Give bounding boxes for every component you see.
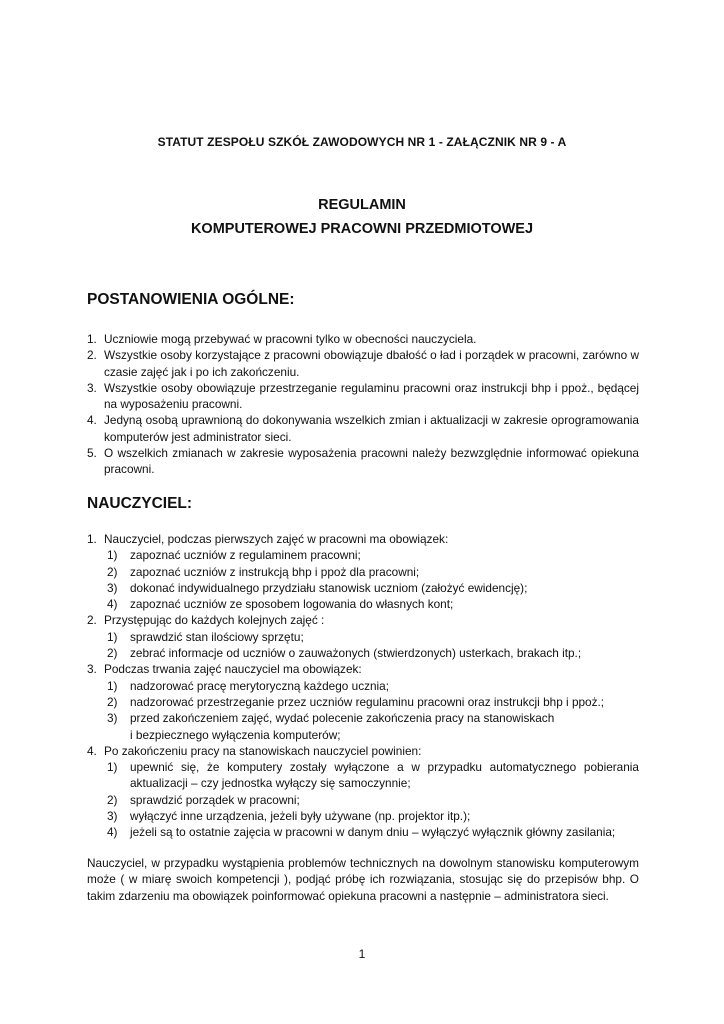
list-item-text: Uczniowie mogą przebywać w pracowni tylko w obecności nauczyciela.	[104, 332, 477, 346]
list-item	[87, 612, 639, 628]
sub-list-number: 3)	[107, 580, 118, 595]
sub-list-item	[87, 808, 639, 824]
sub-list-number: 1)	[107, 760, 118, 775]
sub-list-item	[87, 596, 639, 612]
list-item-number: 4.	[87, 743, 97, 758]
list-item-number: 2.	[87, 613, 97, 628]
sub-list-number: 4)	[107, 825, 118, 840]
general-provisions-heading: POSTANOWIENIA OGÓLNE:	[87, 291, 295, 308]
list-item	[87, 445, 639, 478]
list-item-text: Wszystkie osoby korzystające z pracowni obowiązuje dbałość o ład i porządek w pracowni, zarówno w czasie zajęć jak i po ich zakończeniu.	[104, 348, 639, 379]
teacher-paragraph: Nauczyciel, w przypadku wystąpienia problemów technicznych na dowolnym stanowisku komputerowym może ( w miarę swoich kompetencji ), podjąć próbę ich rozwiązania, stosując się do przepisów bhp. O takim zdarzeniu ma obowiązek poinformować opiekuna pracowni a następnie – administratora sieci.	[87, 856, 639, 903]
document-title: REGULAMIN	[318, 197, 406, 213]
list-item	[87, 380, 639, 413]
list-item-text: Nauczyciel, podczas pierwszych zajęć w pracowni ma obowiązek:	[104, 532, 449, 546]
list-item	[87, 412, 639, 445]
list-item-text: Wszystkie osoby obowiązuje przestrzeganie regulaminu pracowni oraz instrukcji bhp i ppoż., będącej na wyposażeniu pracowni.	[104, 380, 639, 412]
sub-list-item	[87, 792, 639, 808]
list-item	[87, 347, 639, 380]
statute-header: STATUT ZESPOŁU SZKÓŁ ZAWODOWYCH NR 1 - ZAŁĄCZNIK NR 9 - A	[157, 135, 567, 149]
general-provisions-list	[87, 331, 639, 478]
sub-list-number: 2)	[107, 694, 118, 709]
page-number: 1	[358, 947, 366, 961]
sub-list-number: 1)	[107, 678, 118, 693]
sub-list-container	[87, 547, 639, 612]
teacher-heading: NAUCZYCIEL:	[87, 495, 193, 512]
sub-list-item	[87, 694, 639, 710]
sub-list-text: nadzorować pracę merytoryczną każdego ucznia;	[130, 678, 390, 693]
document-subtitle: KOMPUTEROWEJ PRACOWNI PRZEDMIOTOWEJ	[190, 221, 534, 237]
list-item-number: 4.	[87, 413, 97, 428]
list-item-text: Przystępując do każdych kolejnych zajęć :	[104, 613, 325, 628]
list-item-number: 5.	[87, 446, 97, 461]
sub-list-text: sprawdzić stan ilościowy sprzętu;	[130, 629, 304, 644]
sub-list-number: 2)	[107, 564, 118, 579]
list-item-number: 2.	[87, 348, 97, 363]
sub-list-item	[87, 645, 639, 661]
sub-list-text: dokonać indywidualnego przydziału stanowisk uczniom (założyć ewidencję);	[130, 580, 528, 595]
sub-list-number: 1)	[107, 548, 118, 563]
sub-list-text: zapoznać uczniów ze sposobem logowania do własnych kont;	[130, 597, 454, 612]
sub-list-item	[87, 710, 639, 743]
sub-list-number: 2)	[107, 792, 118, 807]
teacher-paragraph-block	[87, 855, 639, 904]
list-item-number: 1.	[87, 332, 97, 346]
sub-list-text: jeżeli są to ostatnie zajęcia w pracowni w danym dniu – wyłączyć wyłącznik główny zasilania;	[130, 825, 616, 840]
sub-list-item	[87, 547, 639, 563]
sub-list-item	[87, 580, 639, 596]
sub-list-number: 4)	[107, 597, 118, 612]
list-item	[87, 743, 639, 759]
sub-list-text: zapoznać uczniów z instrukcją bhp i ppoż dla pracowni;	[130, 564, 420, 579]
sub-list-text: sprawdzić porządek w pracowni;	[130, 792, 300, 807]
sub-list-text-line2: i bezpiecznego wyłączenia komputerów;	[130, 727, 341, 742]
sub-list-number: 3)	[107, 711, 118, 726]
list-item-number: 3.	[87, 380, 97, 395]
list-item-text: Jedyną osobą uprawnioną do dokonywania wszelkich zmian i aktualizacji w zakresie oprogramowania komputerów jest administrator sieci.	[104, 413, 639, 444]
sub-list-text: zebrać informacje od uczniów o zauważonych (stwierdzonych) usterkach, brakach itp.;	[130, 646, 582, 661]
sub-list-number: 2)	[107, 646, 118, 661]
sub-list-item	[87, 564, 639, 580]
list-item-number: 3.	[87, 662, 97, 677]
sub-list-item	[87, 629, 639, 645]
sub-list-text: upewnić się, że komputery zostały wyłączone a w przypadku automatycznego pobierania aktualizacji – czy jednostka wyłączy się samoczynnie;	[130, 760, 639, 791]
sub-list-container	[87, 759, 639, 840]
list-item-number: 1.	[87, 532, 97, 546]
teacher-duties-list	[87, 531, 639, 841]
sub-list-number: 1)	[107, 629, 118, 644]
sub-list-text: nadzorować przestrzeganie przez uczniów regulaminu pracowni oraz instrukcji bhp i ppoż.;	[130, 694, 605, 709]
sub-list-item	[87, 759, 639, 792]
sub-list-container	[87, 678, 639, 743]
sub-list-item	[87, 824, 639, 840]
sub-list-text: zapoznać uczniów z regulaminem pracowni;	[130, 548, 361, 563]
list-item-text: Podczas trwania zajęć nauczyciel ma obowiązek:	[104, 662, 362, 677]
list-item	[87, 331, 639, 347]
sub-list-number: 3)	[107, 809, 118, 824]
list-item-text: Po zakończeniu pracy na stanowiskach nauczyciel powinien:	[104, 743, 422, 758]
list-item	[87, 531, 639, 547]
sub-list-item	[87, 678, 639, 694]
list-item-text: O wszelkich zmianach w zakresie wyposażenia pracowni należy bezwzględnie informować opiekuna pracowni.	[104, 446, 639, 477]
sub-list-container	[87, 629, 639, 662]
list-item	[87, 661, 639, 677]
sub-list-text: wyłączyć inne urządzenia, jeżeli były używane (np. projektor itp.);	[130, 809, 471, 824]
sub-list-text-line1: przed zakończeniem zajęć, wydać polecenie zakończenia pracy na stanowiskach	[130, 711, 555, 726]
